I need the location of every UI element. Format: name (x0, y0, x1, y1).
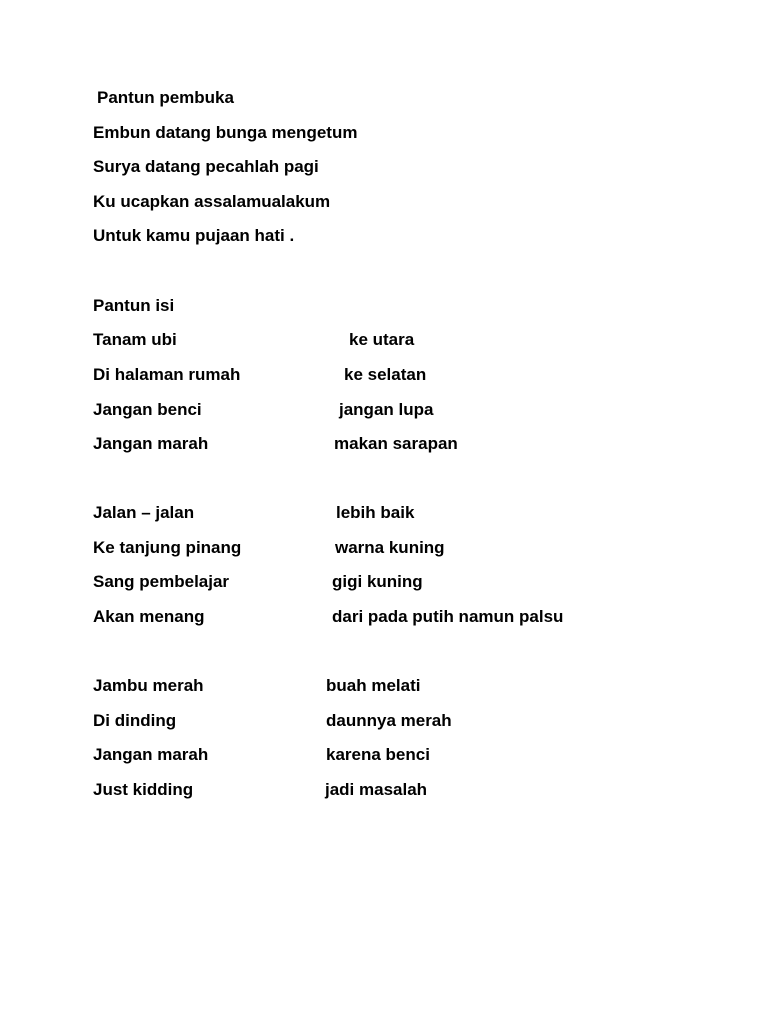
stanza-1-left-2: Di halaman rumah (93, 365, 241, 384)
stanza-1-left-4: Jangan marah (93, 434, 209, 453)
stanza-1-left-3: Jangan benci (93, 400, 202, 419)
stanza-3-left-2: Di dinding (93, 711, 177, 730)
stanza-3-right-3: karena benci (326, 745, 430, 764)
stanza-1-right-2: ke selatan (344, 365, 427, 384)
stanza-1-left-1: Tanam ubi (93, 330, 177, 349)
stanza-2-left-2: Ke tanjung pinang (93, 538, 242, 557)
stanza-3-right-2: daunnya merah (326, 711, 452, 730)
opening-line-2: Surya datang pecahlah pagi (93, 157, 319, 176)
stanza-1-right-1: ke utara (349, 330, 415, 349)
stanza-3-left-4: Just kidding (93, 780, 194, 799)
stanza-2-right-3: gigi kuning (332, 572, 423, 591)
stanza-1-right-3: jangan lupa (339, 400, 434, 419)
stanza-2-right-2: warna kuning (335, 538, 445, 557)
stanza-3-right-4: jadi masalah (325, 780, 428, 799)
opening-line-1: Embun datang bunga mengetum (93, 123, 358, 142)
opening-heading: Pantun pembuka (97, 88, 234, 107)
stanza-2-left-1: Jalan – jalan (93, 503, 195, 522)
stanza-2-left-4: Akan menang (93, 607, 205, 626)
stanza-2-left-3: Sang pembelajar (93, 572, 230, 591)
opening-line-4: Untuk kamu pujaan hati . (93, 226, 295, 245)
stanza-3-right-1: buah melati (326, 676, 421, 695)
stanza-3-left-1: Jambu merah (93, 676, 204, 695)
stanza-2-right-4: dari pada putih namun palsu (332, 607, 564, 626)
stanza-1-right-4: makan sarapan (334, 434, 458, 453)
stanza-3-left-3: Jangan marah (93, 745, 209, 764)
content-heading: Pantun isi (93, 296, 175, 315)
opening-line-3: Ku ucapkan assalamualakum (93, 192, 331, 211)
stanza-2-right-1: lebih baik (336, 503, 415, 522)
